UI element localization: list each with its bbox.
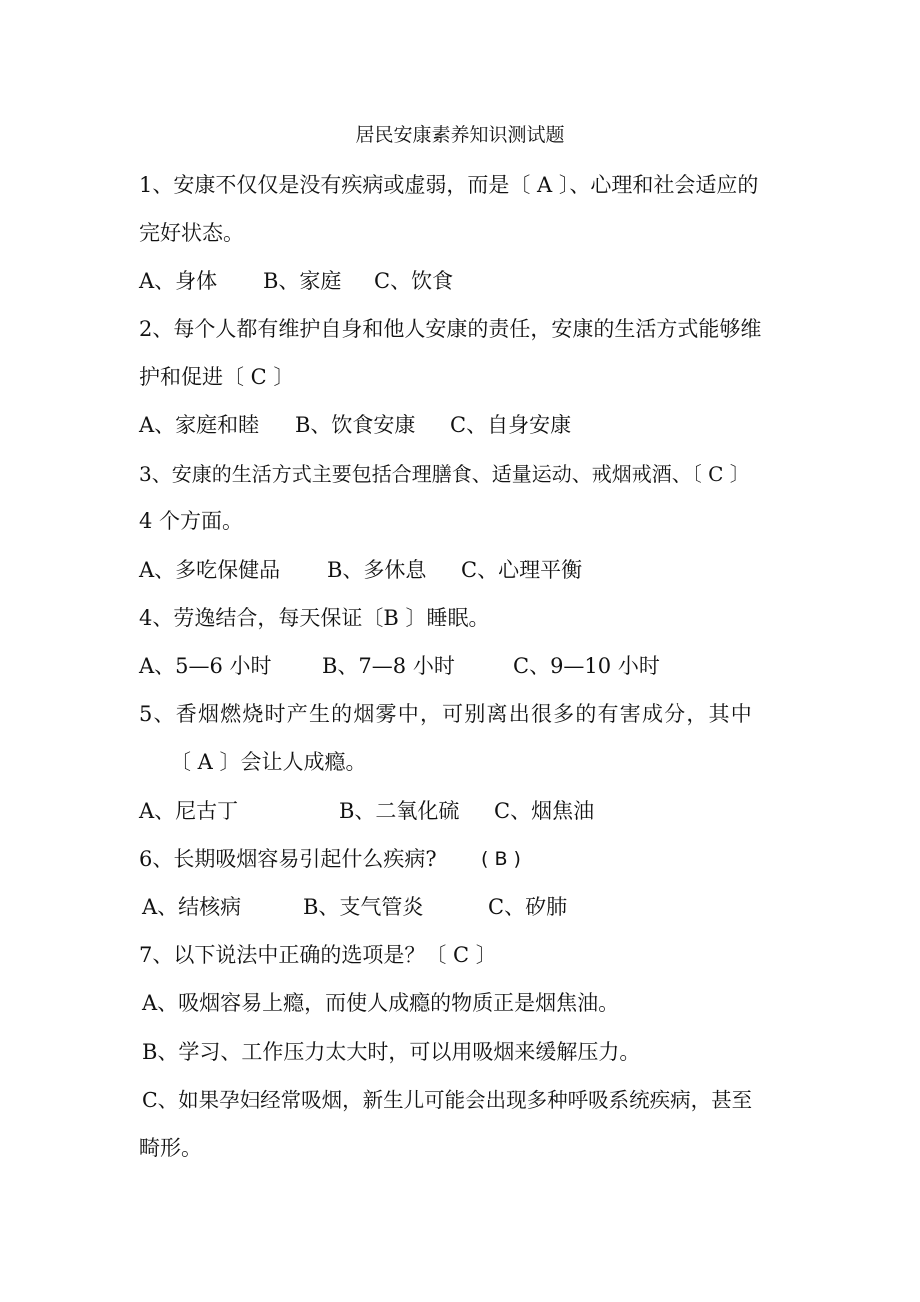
question-2-option-a: A、家庭和睦 — [139, 413, 260, 437]
document-title: 居民安康素养知识测试题 — [355, 124, 565, 146]
question-3-option-a: A、多吃保健品 — [139, 558, 281, 582]
question-7-option-b: B、学习、工作压力太大时，可以用吸烟来缓解压力。 — [142, 1040, 641, 1064]
question-4-option-c: C、9—10 小时 — [513, 654, 660, 678]
question-3-text-line-2: 4 个方面。 — [139, 509, 244, 533]
question-1-text-line-2: 完好状态。 — [139, 221, 244, 245]
question-4-text-line-1: 4、劳逸结合，每天保证〔B 〕睡眠。 — [139, 606, 490, 630]
question-7-option-c-line-1: C、如果孕妇经常吸烟，新生儿可能会出现多种呼吸系统疾病，甚至 — [142, 1088, 753, 1112]
question-4-option-a: A、5—6 小时 — [139, 654, 272, 678]
question-7-text-line-1: 7、以下说法中正确的选项是？〔 C 〕 — [139, 943, 497, 967]
question-1-option-c: C、饮食 — [374, 269, 454, 293]
question-6-text-line-1: 6、长期吸烟容易引起什么疾病? — [139, 847, 437, 871]
question-1-text-line-1: 1、安康不仅仅是没有疾病或虚弱，而是〔 A 〕、心理和社会适应的 — [139, 173, 759, 197]
question-6-option-b: B、支气管炎 — [303, 895, 424, 919]
question-3-option-c: C、心理平衡 — [461, 558, 583, 582]
question-6-option-c: C、矽肺 — [488, 895, 568, 919]
question-2-option-c: C、自身安康 — [450, 413, 572, 437]
question-5-option-a: A、尼古丁 — [139, 799, 239, 823]
question-7-option-c-line-2: 畸形。 — [139, 1136, 202, 1160]
question-5-text-line-2: 〔 A 〕会让人成瘾。 — [170, 750, 367, 774]
question-7-option-a: A、吸烟容易上瘾，而使人成瘾的物质正是烟焦油。 — [142, 991, 620, 1015]
question-1-option-b: B、家庭 — [263, 269, 342, 293]
question-5-option-b: B、二氧化硫 — [339, 799, 460, 823]
question-2-option-b: B、饮食安康 — [295, 413, 416, 437]
question-5-text-line-1: 5、香烟燃烧时产生的烟雾中，可别离出很多的有害成分，其中 — [139, 702, 753, 726]
question-6-option-a: A、结核病 — [142, 895, 242, 919]
question-6-answer: ( B ) — [481, 848, 521, 870]
question-4-option-b: B、7—8 小时 — [322, 654, 455, 678]
question-2-text-line-2: 护和促进〔 C 〕 — [139, 365, 295, 389]
question-1-option-a: A、身体 — [139, 269, 218, 293]
question-3-option-b: B、多休息 — [327, 558, 427, 582]
question-5-option-c: C、烟焦油 — [494, 799, 595, 823]
question-3-text-line-1: 3、安康的生活方式主要包括合理膳食、适量运动、戒烟戒酒、〔 C 〕 — [139, 462, 750, 486]
question-2-text-line-1: 2、每个人都有维护自身和他人安康的责任，安康的生活方式能够维 — [139, 317, 762, 341]
